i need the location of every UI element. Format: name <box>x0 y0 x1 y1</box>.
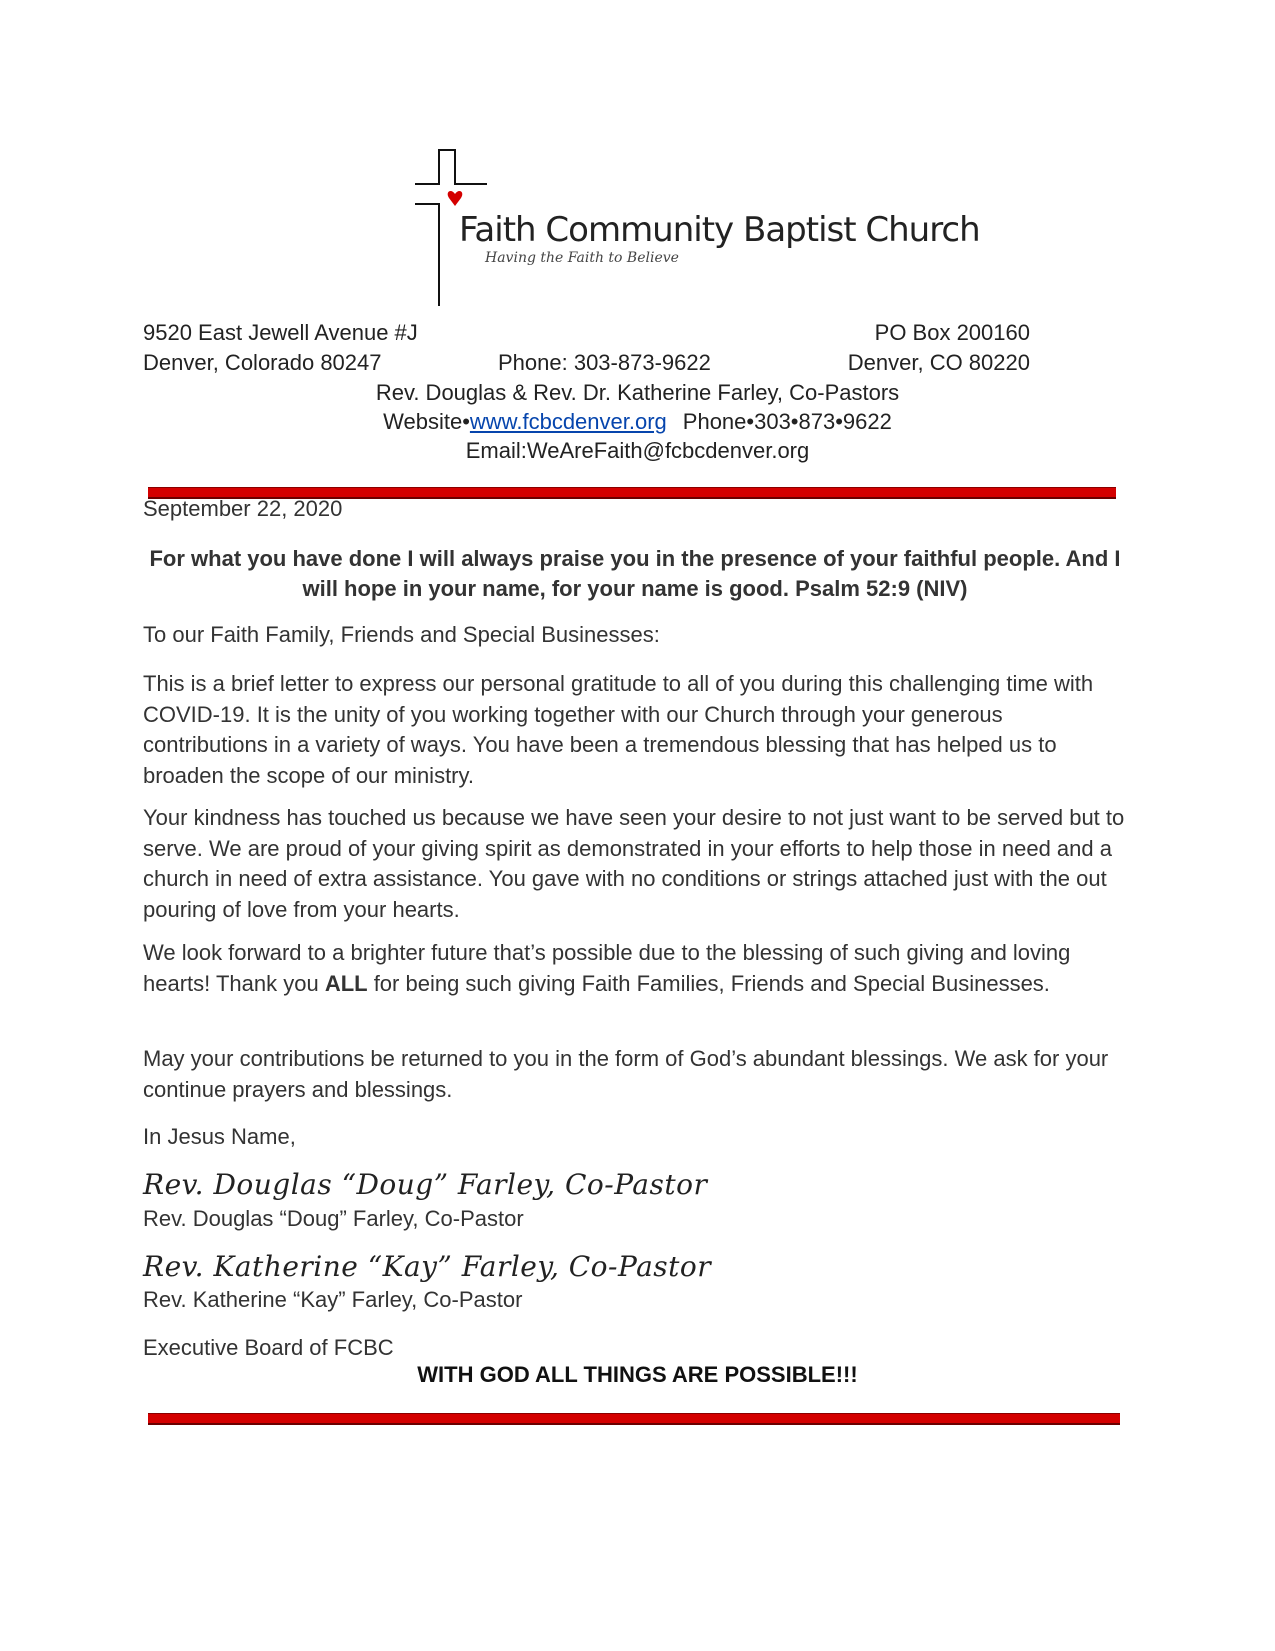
signature-1-script: Rev. Douglas “Doug” Farley, Co-Pastor <box>143 1168 708 1201</box>
signature-1-name: Rev. Douglas “Doug” Farley, Co-Pastor <box>143 1206 524 1231</box>
board-line: Executive Board of FCBC <box>143 1335 394 1360</box>
address-line1: 9520 East Jewell Avenue #J <box>143 320 418 345</box>
phone-alt: Phone•303•873•9622 <box>682 409 892 434</box>
paragraph-4: May your contributions be returned to you in the form of God’s abundant blessings. We ask for your continue prayers and blessings. <box>143 1046 1109 1102</box>
scripture-verse: For what you have done I will always praise you in the presence of your faithful people. And I will hope in your name, for your name is good. Psalm 52:9 (NIV) <box>149 546 1121 601</box>
paragraph-1: This is a brief letter to express our personal gratitude to all of you during this challenging time with COVID-19. It is the unity of you working together with our Church through your generous contributions in a variety of ways. You have been a tremendous blessing that has helped us to broaden the scope of our ministry. <box>143 671 1094 788</box>
paragraph-2: Your kindness has touched us because we have seen your desire to not just want to be served but to serve. We are proud of your giving spirit as demonstrated in your efforts to help those in need and a church in need of extra assistance. You gave with no conditions or strings attached just with the out pouring of love from your hearts. <box>143 805 1125 922</box>
church-logo <box>415 148 980 312</box>
signature-2-name: Rev. Katherine “Kay” Farley, Co-Pastor <box>143 1287 523 1312</box>
paragraph-3 <box>143 938 1073 999</box>
website-link[interactable]: www.fcbcdenver.org <box>469 409 667 434</box>
pastors-line: Rev. Douglas & Rev. Dr. Katherine Farley, Co-Pastors <box>375 380 900 405</box>
paragraph-3-start: We look forward to a brighter future that’s possible due to the blessing of such giving and loving hearts! Thank you <box>143 940 1071 996</box>
church-name: Faith Community Baptist Church <box>459 210 980 250</box>
letter-date: September 22, 2020 <box>143 496 343 521</box>
paragraph-3-end: for being such giving Faith Families, Friends and Special Businesses. <box>367 970 1050 996</box>
church-tagline: Having the Faith to Believe <box>485 250 679 266</box>
salutation: To our Faith Family, Friends and Special Businesses: <box>143 622 660 647</box>
po-city: Denver, CO 80220 <box>847 350 1030 375</box>
po-box: PO Box 200160 <box>874 320 1030 345</box>
footer-divider <box>148 1413 1120 1425</box>
paragraph-3-bold: ALL <box>324 970 368 996</box>
closing: In Jesus Name, <box>143 1124 296 1149</box>
signature-2-script: Rev. Katherine “Kay” Farley, Co-Pastor <box>143 1250 712 1283</box>
email-line: Email:WeAreFaith@fcbcdenver.org <box>465 438 810 463</box>
address-line2: Denver, Colorado 80247 <box>143 350 382 375</box>
motto: WITH GOD ALL THINGS ARE POSSIBLE!!! <box>417 1362 858 1387</box>
contact-line <box>0 407 1275 437</box>
phone: Phone: 303-873-9622 <box>498 350 711 375</box>
website-label: Website• <box>383 409 470 434</box>
